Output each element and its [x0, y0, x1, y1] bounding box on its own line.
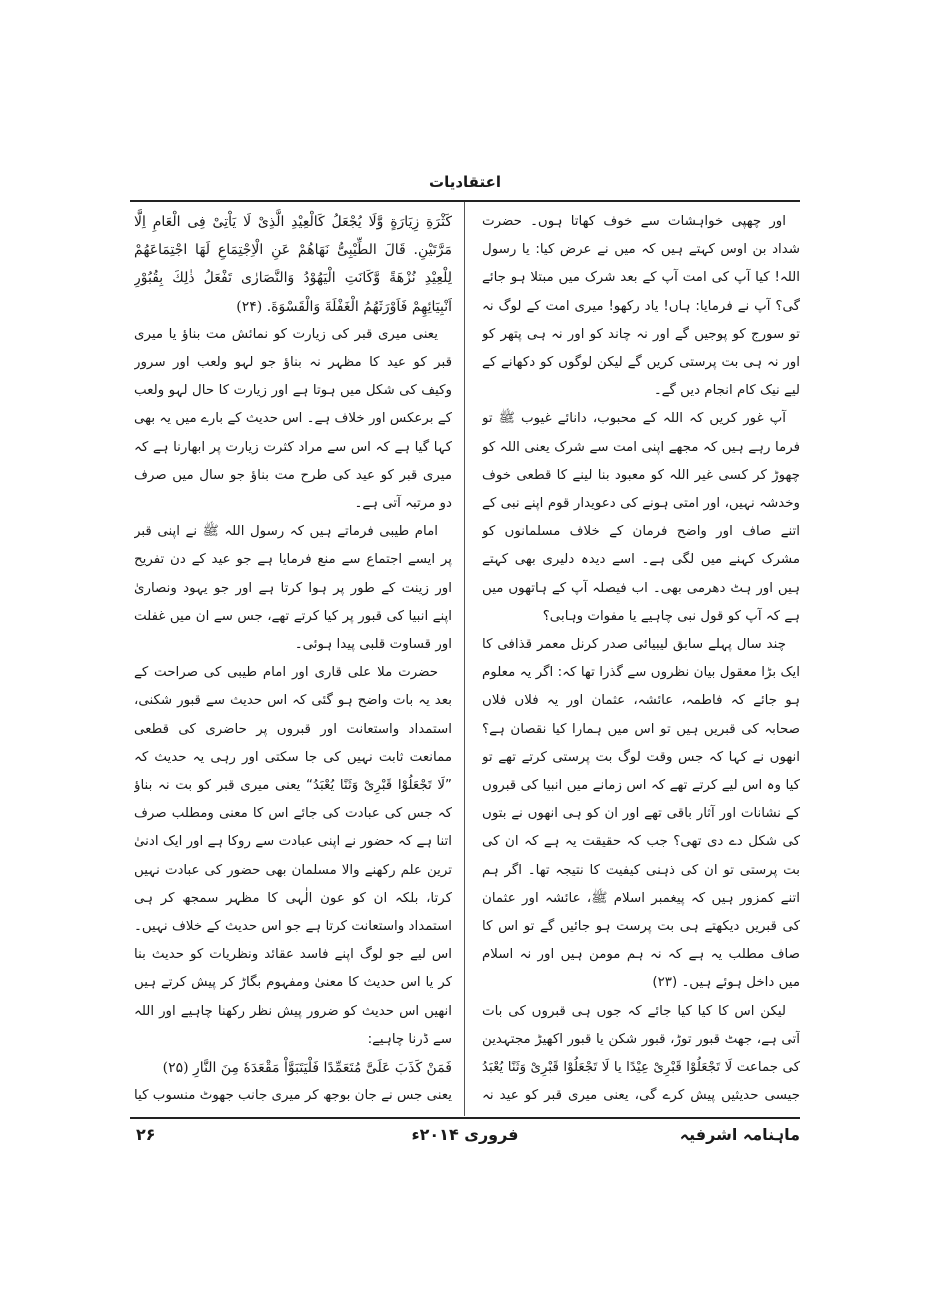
- paragraph: یعنی میری قبر کی زیارت کو نمائش مت بناؤ یا میری قبر کو عید کا مظہر نہ بناؤ جو لہو ولعب اور سرور وکیف کی شکل میں ہوتا ہے اور زیارت کا حال لہو ولعب کے برعکس اور خلاف ہے۔ اس حدیث کے بارے میں یہ بھی کہا گیا ہے کہ اس سے مراد کثرت زیارت پر ابھارنا ہے کہ میری قبر کو عید کی طرح مت بناؤ جو سال میں صرف دو مرتبہ آتی ہے۔: [134, 326, 452, 512]
- paragraph: آپ غور کریں کہ اللہ کے محبوب، دانائے غیوب ﷺ تو فرما رہے ہیں کہ مجھے اپنی امت سے شرک یعنی اللہ کو چھوڑ کر کسی غیر اللہ کو معبود بنا لینے کا قطعی خوف وخدشہ نہیں، اور امتی ہونے کی دعویدار قوم اپنے نبی کے اتنے صاف اور واضح فرمان کے خلاف مسلمانوں کو مشرک کہنے میں لگی ہے۔ اسے دیدہ دلیری بھی کہتے ہیں اور ہٹ دھرمی بھی۔ اب فیصلہ آپ کے ہاتھوں میں ہے کہ آپ کو قول نبی چاہیے یا مفوات وہابی؟: [482, 411, 800, 624]
- page-number: ۲۶: [136, 1125, 156, 1144]
- arabic-quotation: كَثْرَةِ زِیَارَةٍ وَّلَا یُجْعَلُ كَالْعِیْدِ الَّذِیْ لَا یَاْتِیْ فِی الْعَامِ اِلَّا مَرَّتَیْنِ. قَالَ الطِّیْبِیُّ نَهَاهُمْ عَنِ الْاِجْتِمَاعِ لَهَا اجْتِمَاعَهُمْ لِلْعِیْدِ نُزْهَةً وَّكَانَتِ الْیَهُوْدُ وَالنَّصَارٰی تَفْعَلُ ذٰلِكَ بِقُبُوْرِ اَنْبِیَائِهِمْ فَاَوْرَثَهُمُ الْغَفْلَةَ وَالْقَسْوَةَ. (۲۴): [134, 214, 452, 315]
- header-rule: [130, 200, 800, 202]
- paragraph: چند سال پہلے سابق لیبیائی صدر کرنل معمر قذافی کا ایک بڑا معقول بیان نظروں سے گذرا تھا کہ: اگر یہ معلوم ہو جائے کہ فاطمہ، عائشہ، عثمان اور یہ فلاں فلاں صحابہ کی قبریں ہیں تو اس میں ہمارا کیا نقصان ہے؟ انھوں نے کہا کہ جس وقت لوگ بت پرستی کرتے تھے تو کیا وہ اس لیے کرتے تھے کہ اس زمانے میں انبیا کی قبروں کے نشانات اور آثار باقی تھے اور ان کو ہی انھوں نے بتوں کی شکل دے دی تھی؟ جب کہ حقیقت یہ ہے کہ ان کی بت پرستی تو ان کی ذہنی کیفیت کا نتیجہ تھا۔ اگر ہم اتنے کمزور ہیں کہ پیغمبر اسلام ﷺ، عائشہ اور عثمان کی قبریں دیکھتے ہی بت پرست ہو جائیں گے تو اس کا صاف مطلب یہ ہے کہ نہ ہم مومن ہیں اور نہ اسلام میں داخل ہوئے ہیں۔ (۲۳): [482, 637, 800, 991]
- column-divider: [464, 202, 465, 1116]
- paragraph: لیکن اس کا کیا کیا جائے کہ جوں ہی قبروں کی بات آتی ہے، جھٹ قبور توڑ، قبور شکن یا قبور اکھیڑ مجتہدین کی جماعت لَا تَجْعَلُوْا قَبْرِیْ عِیْدًا یا لَا تَجْعَلُوْا قَبْرِیْ وَثَنًا یُعْبَدُ جیسی حدیثیں پیش کرے گی، یعنی میری قبر کو عید نہ: [482, 1003, 800, 1104]
- paragraph: حضرت ملا علی قاری اور امام طیبی کی صراحت کے بعد یہ بات واضح ہو گئی کہ اس حدیث سے قبور شکنی، استمداد واستعانت اور قبروں پر حاضری کی قطعی ممانعت ثابت نہیں کی جا سکتی اور رہی یہ حدیث کہ ”لَا تَجْعَلُوْا قَبْرِیْ وَثَنًا یُعْبَدُ“ یعنی میری قبر کو بت نہ بناؤ کہ جس کی عبادت کی جائے اس کا معنی ومطلب صرف اتنا ہے کہ حضور نے اپنی عبادت سے روکا ہے اور ایک ادنیٰ ترین علم رکھنے والا مسلمان بھی حضور کی عبادت نہیں کرتا، بلکہ ان کو عون الٰہی کا مظہر سمجھ کر ہی استمداد واستعانت کرتا ہے جو اس حدیث کے خلاف نہیں۔ اس لیے جو لوگ اپنے فاسد عقائد ونظریات کو حدیث بنا کر یا اس حدیث کا معنیٰ ومفہوم بگاڑ کر پیش کرتے ہیں انھیں اس حدیث کو ضرور پیش نظر رکھنا چاہیے اور اللہ سے ڈرنا چاہیے:: [134, 665, 452, 1047]
- page-footer: [130, 1125, 800, 1155]
- magazine-name: ماہنامہ اشرفیہ: [679, 1125, 800, 1144]
- right-column: [482, 208, 800, 1113]
- hadith-quotation: فَمَنْ كَذَبَ عَلَیَّ مُتَعَمِّدًا فَلْیَتَبَوَّاْ مَقْعَدَهٗ مِنَ النَّارِ (۲۵): [162, 1060, 452, 1077]
- issue-date: فروری ۲۰۱۴ء: [411, 1125, 519, 1144]
- page-header-title: اعتقادیات: [429, 173, 501, 191]
- paragraph: امام طیبی فرماتے ہیں کہ رسول اللہ ﷺ نے اپنی قبر پر ایسے اجتماع سے منع فرمایا ہے جو عید کے دن تفریح اور زینت کے طور پر ہوا کرتا ہے اور جو یہود ونصاریٰ اپنے انبیا کی قبور پر کیا کرتے تھے، جس سے ان میں غفلت اور قساوت قلبی پیدا ہوئی۔: [134, 524, 452, 653]
- paragraph: یعنی جس نے جان بوجھ کر میری جانب جھوٹ منسوب کیا: [134, 1088, 452, 1104]
- left-column: [134, 208, 452, 1113]
- paragraph: اور چھپی خواہشات سے خوف کھاتا ہوں۔ حضرت شداد بن اوس کہتے ہیں کہ میں نے عرض کیا: یا رسول اللہ! کیا آپ کی امت آپ کے بعد شرک میں مبتلا ہو جائے گی؟ آپ نے فرمایا: ہاں! یاد رکھو! میری امت کے لوگ نہ تو سورج کو پوجیں گے اور نہ چاند کو اور نہ ہی پتھر کو اور نہ ہی بت پرستی کریں گے لیکن لوگوں کو دکھانے کے لیے نیک کام انجام دیں گے۔: [482, 214, 800, 399]
- footer-rule: [130, 1117, 800, 1119]
